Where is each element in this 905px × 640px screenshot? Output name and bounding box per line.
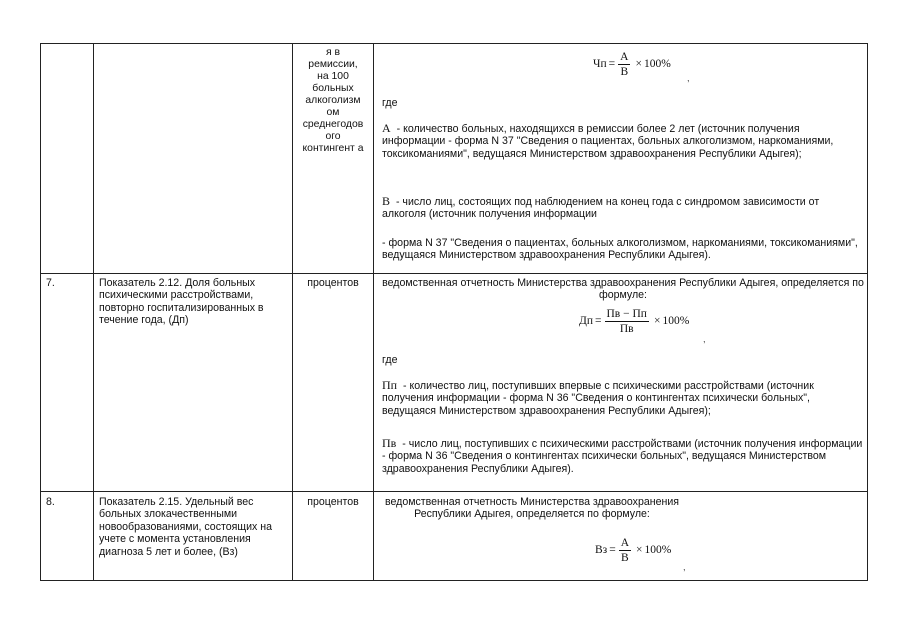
formula-eq: = bbox=[609, 543, 616, 556]
formula-denominator: В bbox=[620, 65, 629, 78]
row-divider-7 bbox=[40, 273, 868, 274]
row7-var-pp bbox=[382, 379, 864, 417]
formula-fraction bbox=[605, 308, 649, 335]
cont-formula bbox=[593, 50, 671, 78]
col-border-left bbox=[40, 43, 41, 581]
formula-comma: , bbox=[683, 562, 686, 572]
row8-formula bbox=[595, 535, 671, 565]
table-bottom-border bbox=[40, 580, 868, 581]
formula-eq: = bbox=[608, 57, 616, 70]
var-b-symbol: В bbox=[382, 195, 391, 208]
row7-formula bbox=[579, 305, 689, 337]
formula-denominator: Пв bbox=[619, 322, 634, 335]
formula-comma: , bbox=[703, 334, 706, 344]
formula-denominator: В bbox=[621, 551, 629, 564]
col-border-unit-method bbox=[373, 43, 374, 581]
row8-unit: процентов bbox=[307, 496, 359, 508]
row7-indicator-name: Показатель 2.12. Доля больных психическими расстройствами, повторно госпитализированных в течение года, (Дп) bbox=[99, 277, 264, 327]
row8-number: 8. bbox=[46, 496, 55, 508]
row7-unit: процентов bbox=[307, 277, 359, 289]
col-border-name-unit bbox=[292, 43, 293, 581]
var-a-description: - количество больных, находящихся в ремиссии более 2 лет (источник получения информации - форма N 37 "Сведения о пациентах, больных алкоголизмом, наркоманиями, токсикоманиями", ведущаяся Министерством здравоохранения Республики Адыгея); bbox=[382, 123, 834, 160]
cont-where: где bbox=[382, 97, 398, 109]
formula-lhs: Вз bbox=[595, 543, 608, 556]
var-pp-symbol: Пп bbox=[382, 379, 398, 392]
formula-fraction bbox=[618, 51, 630, 78]
col-border-right bbox=[867, 43, 868, 581]
cont-var-b-source bbox=[382, 237, 862, 262]
formula-numerator: А bbox=[620, 50, 629, 63]
row7-where: где bbox=[382, 354, 398, 366]
formula-lhs: Чп bbox=[593, 57, 607, 70]
formula-eq: = bbox=[595, 314, 602, 327]
table-top-border bbox=[40, 43, 868, 44]
formula-comma: , bbox=[687, 73, 690, 83]
cont-unit-cell: я в ремиссии, на 100 больных алкоголизм ом среднегодов ого контингент а bbox=[302, 47, 364, 154]
formula-percent: 100% bbox=[662, 314, 690, 327]
col-border-num-name bbox=[93, 43, 94, 581]
formula-fraction bbox=[619, 537, 631, 564]
formula-times: × bbox=[635, 57, 642, 70]
row8-indicator-name: Показатель 2.15. Удельный вес больных злокачественными новообразованиями, состоящих на учете с момента установления диагноза 5 лет и более, (Вз) bbox=[99, 496, 272, 558]
formula-times: × bbox=[636, 543, 643, 556]
row8-method: ведомственная отчетность Министерства здравоохранения Республики Адыгея, определяется по формуле: bbox=[384, 496, 680, 521]
row7-number: 7. bbox=[46, 277, 55, 289]
row-divider-8 bbox=[40, 491, 868, 492]
formula-times: × bbox=[653, 314, 661, 327]
var-pp-description: - количество лиц, поступивших впервые с психическими расстройствами (источник получения информации - форма N 36 "Сведения о контингентах психически больных", ведущаяся Министерством здравоохранения Республики Адыгея); bbox=[382, 380, 814, 417]
cont-var-a bbox=[382, 122, 862, 160]
formula-lhs: Дп bbox=[579, 314, 593, 327]
row7-var-pv bbox=[382, 437, 864, 475]
var-a-symbol: А bbox=[382, 122, 391, 135]
formula-percent: 100% bbox=[643, 57, 671, 70]
formula-numerator: Пв − Пп bbox=[606, 307, 647, 320]
formula-numerator: А bbox=[620, 536, 630, 549]
formula-percent: 100% bbox=[644, 543, 672, 556]
var-pv-description: - число лиц, поступивших с психическими расстройствами (источник получения информации - форма N 36 "Сведения о контингентах психически больных", ведущаяся Министерством здравоохранения Республики Адыгея). bbox=[382, 438, 863, 475]
var-b-source-text: - форма N 37 "Сведения о пациентах, больных алкоголизмом, наркоманиями, токсикоманиями", ведущаяся Министерством здравоохранения Республики Адыгея). bbox=[382, 237, 858, 262]
cont-var-b bbox=[382, 195, 862, 221]
var-pv-symbol: Пв bbox=[382, 437, 397, 450]
var-b-description: - число лиц, состоящих под наблюдением на конец года с синдромом зависимости от алкоголя (источник получения информации bbox=[382, 196, 820, 221]
row7-method: ведомственная отчетность Министерства здравоохранения Республики Адыгея, определяется по формуле: bbox=[382, 277, 864, 302]
